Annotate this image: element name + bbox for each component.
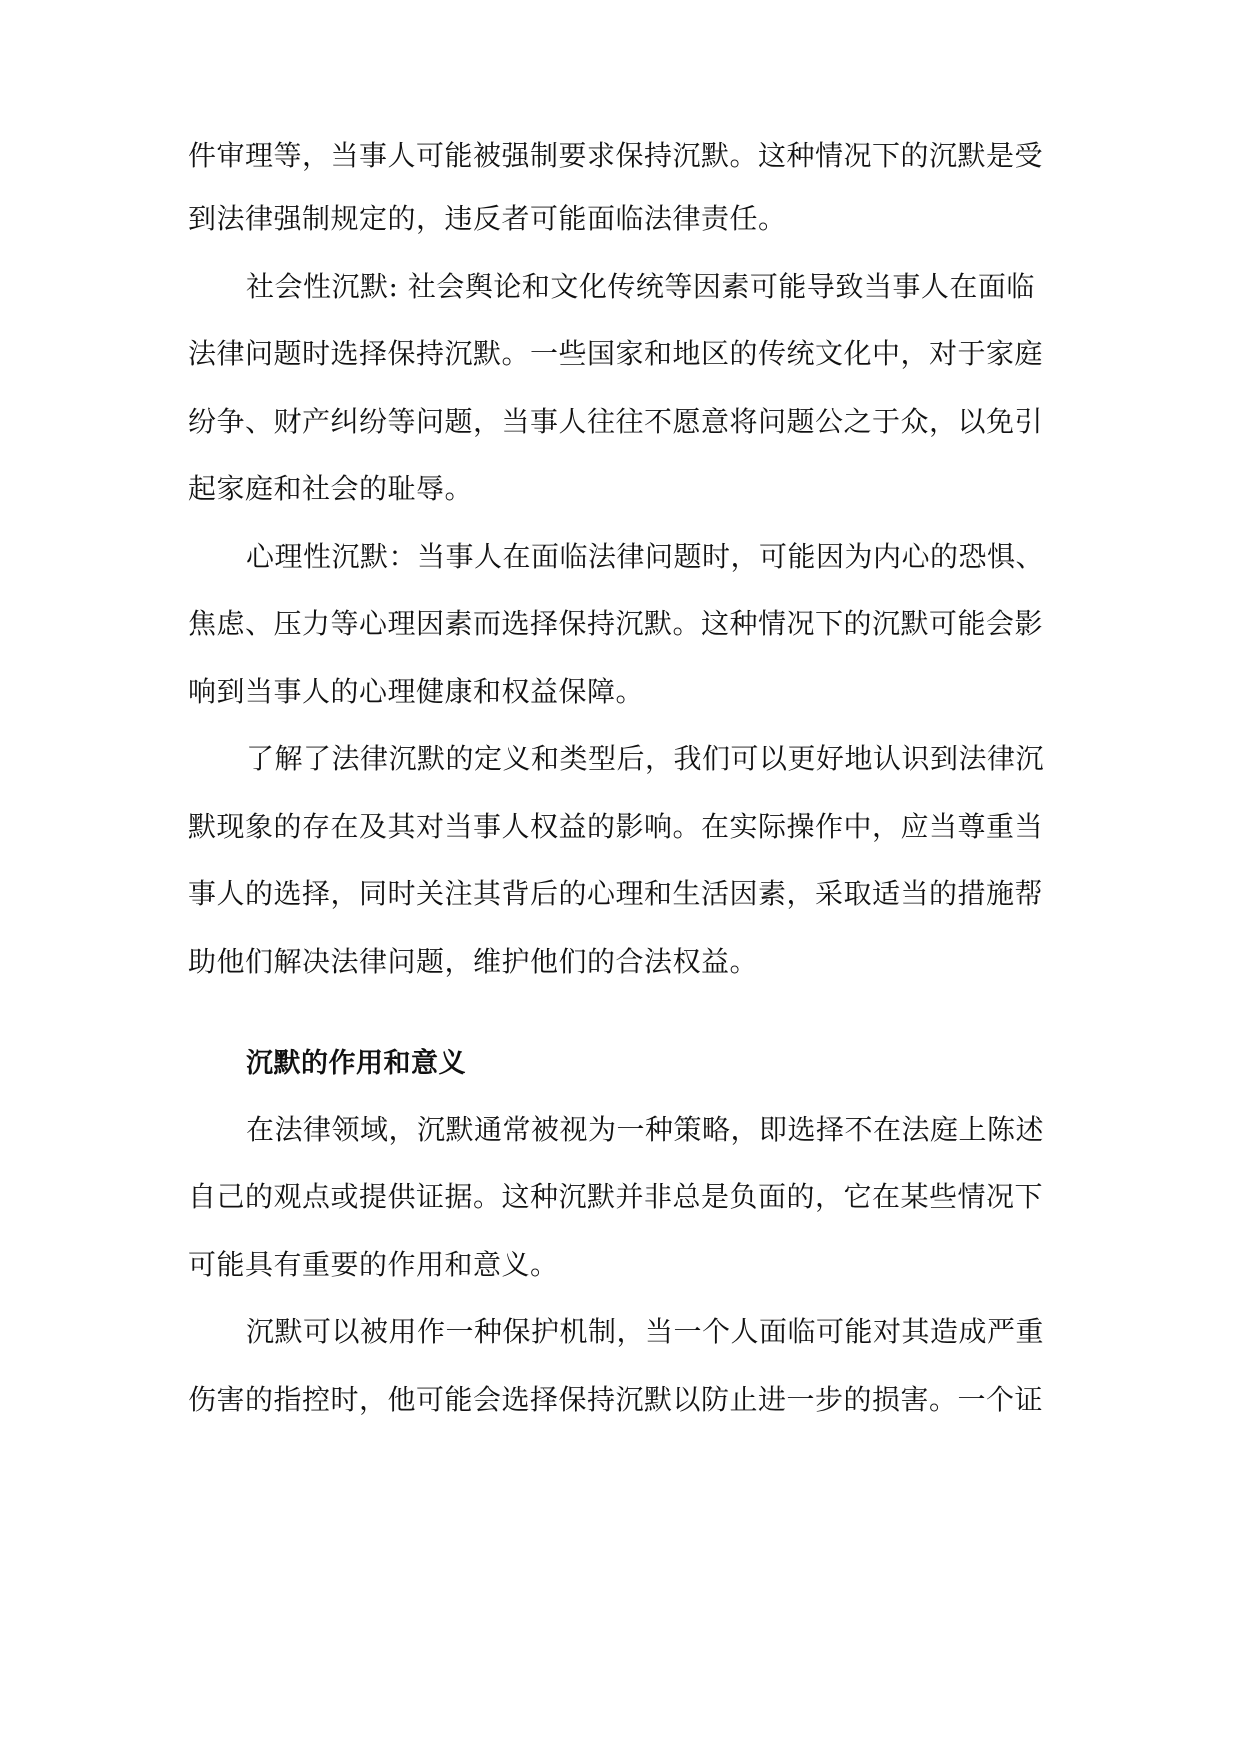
text-line: 件审理等，当事人可能被强制要求保持沉默。这种情况下的沉默是受 [188,139,1044,172]
text-line: 法律问题时选择保持沉默。一些国家和地区的传统文化中，对于家庭 [188,337,1044,370]
paragraph-start: 社会性沉默: 社会舆论和文化传统等因素可能导致当事人在面临 [246,270,1035,303]
paragraph-start: 心理性沉默：当事人在面临法律问题时，可能因为内心的恐惧、 [246,540,1045,573]
text-line: 响到当事人的心理健康和权益保障。 [188,675,645,708]
text-line: 纷争、财产纠纷等问题，当事人往往不愿意将问题公之于众，以免引 [188,405,1044,438]
text-line: 助他们解决法律问题，维护他们的合法权益。 [188,945,759,978]
text-line: 可能具有重要的作用和意义。 [188,1248,559,1281]
paragraph-start: 了解了法律沉默的定义和类型后，我们可以更好地认识到法律沉 [246,742,1045,775]
text-line: 伤害的指控时，他可能会选择保持沉默以防止进一步的损害。一个证 [188,1383,1044,1416]
section-heading: 沉默的作用和意义 [246,1048,466,1079]
text-line: 自己的观点或提供证据。这种沉默并非总是负面的，它在某些情况下 [188,1180,1044,1213]
paragraph-start: 沉默可以被用作一种保护机制，当一个人面临可能对其造成严重 [246,1315,1045,1348]
text-line: 起家庭和社会的耻辱。 [188,472,474,505]
text-line: 默现象的存在及其对当事人权益的影响。在实际操作中，应当尊重当 [188,810,1044,843]
text-line: 焦虑、压力等心理因素而选择保持沉默。这种情况下的沉默可能会影 [188,607,1044,640]
text-line: 事人的选择，同时关注其背后的心理和生活因素，采取适当的措施帮 [188,877,1044,910]
text-line: 到法律强制规定的，违反者可能面临法律责任。 [188,202,787,235]
paragraph-start: 在法律领域，沉默通常被视为一种策略，即选择不在法庭上陈述 [246,1113,1045,1146]
